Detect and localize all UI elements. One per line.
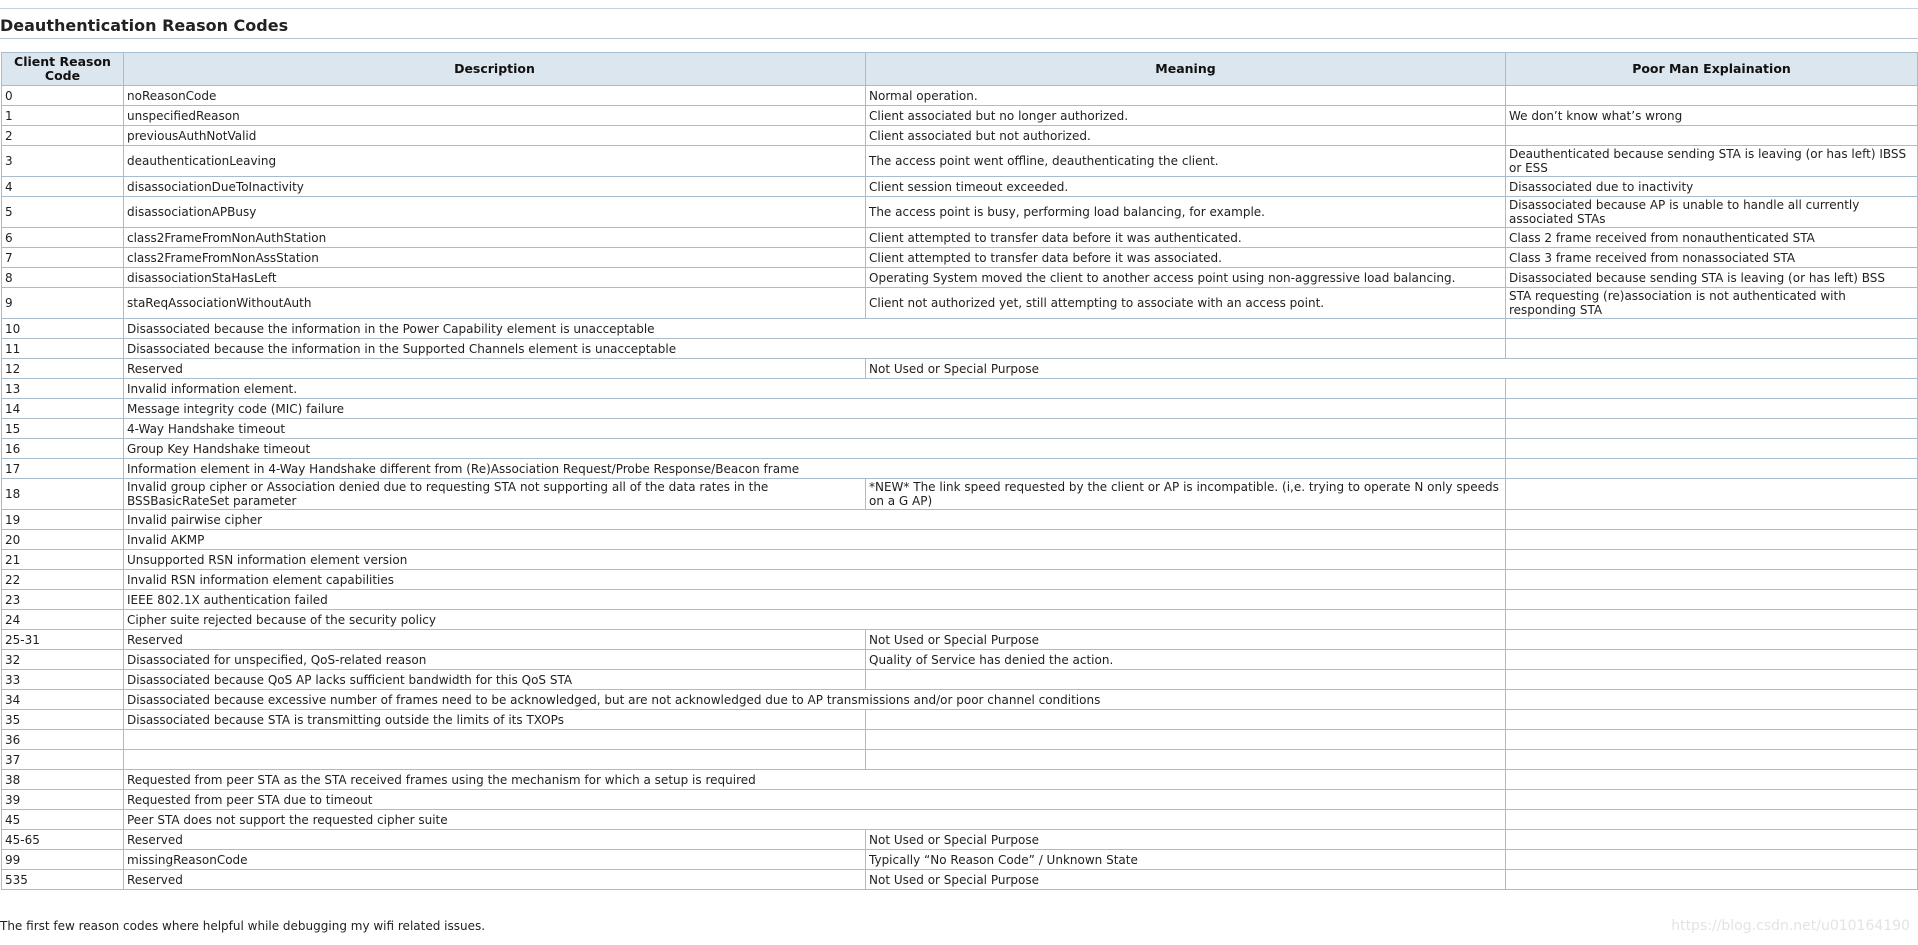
header-meaning: Meaning	[866, 53, 1506, 86]
poor-man-cell	[1506, 479, 1918, 510]
table-row	[2, 359, 1918, 379]
code-cell: 10	[2, 319, 124, 339]
code-cell: 14	[2, 399, 124, 419]
meaning-cell: Not Used or Special Purpose	[866, 359, 1918, 379]
code-cell: 12	[2, 359, 124, 379]
description-cell	[124, 730, 866, 750]
code-cell: 15	[2, 419, 124, 439]
table-row	[2, 590, 1918, 610]
code-cell: 22	[2, 570, 124, 590]
code-cell: 3	[2, 146, 124, 177]
description-cell: disassociationStaHasLeft	[124, 268, 866, 288]
poor-man-cell	[1506, 86, 1918, 106]
meaning-cell	[866, 750, 1506, 770]
footer-note: The first few reason codes where helpful while debugging my wifi related issues.	[0, 919, 486, 933]
table-row	[2, 570, 1918, 590]
description-cell: disassociationAPBusy	[124, 197, 866, 228]
description-cell: Message integrity code (MIC) failure	[124, 399, 1506, 419]
table-row	[2, 630, 1918, 650]
description-cell: Group Key Handshake timeout	[124, 439, 1506, 459]
code-cell: 6	[2, 228, 124, 248]
table-row	[2, 770, 1918, 790]
description-cell: Reserved	[124, 830, 866, 850]
meaning-cell: Not Used or Special Purpose	[866, 870, 1506, 890]
table-row	[2, 810, 1918, 830]
meaning-cell: Not Used or Special Purpose	[866, 630, 1506, 650]
poor-man-cell	[1506, 750, 1918, 770]
reason-codes-table	[1, 52, 1918, 890]
description-cell: Reserved	[124, 359, 866, 379]
table-row	[2, 510, 1918, 530]
code-cell: 17	[2, 459, 124, 479]
poor-man-cell	[1506, 439, 1918, 459]
description-cell	[124, 750, 866, 770]
poor-man-cell	[1506, 730, 1918, 750]
top-rule	[0, 8, 1918, 9]
table-row	[2, 228, 1918, 248]
meaning-cell: Client associated but not authorized.	[866, 126, 1506, 146]
poor-man-cell	[1506, 419, 1918, 439]
table-row	[2, 670, 1918, 690]
code-cell: 32	[2, 650, 124, 670]
description-cell: Cipher suite rejected because of the security policy	[124, 610, 1506, 630]
code-cell: 39	[2, 790, 124, 810]
table-row	[2, 710, 1918, 730]
poor-man-cell	[1506, 770, 1918, 790]
table-row	[2, 830, 1918, 850]
poor-man-cell	[1506, 319, 1918, 339]
meaning-cell: The access point went offline, deauthenticating the client.	[866, 146, 1506, 177]
table-body	[2, 86, 1918, 890]
description-cell: Information element in 4-Way Handshake different from (Re)Association Request/Probe Response/Beacon frame	[124, 459, 1506, 479]
code-cell: 99	[2, 850, 124, 870]
table-row	[2, 177, 1918, 197]
description-cell: Reserved	[124, 630, 866, 650]
code-cell: 9	[2, 288, 124, 319]
poor-man-cell: STA requesting (re)association is not authenticated with responding STA	[1506, 288, 1918, 319]
description-cell: Disassociated because the information in the Supported Channels element is unacceptable	[124, 339, 1506, 359]
table-row	[2, 86, 1918, 106]
reason-codes-table-container	[1, 52, 1917, 890]
title-rule	[0, 38, 1918, 39]
meaning-cell	[866, 670, 1506, 690]
poor-man-cell: Disassociated because sending STA is leaving (or has left) BSS	[1506, 268, 1918, 288]
meaning-cell: Quality of Service has denied the action.	[866, 650, 1506, 670]
code-cell: 34	[2, 690, 124, 710]
description-cell: disassociationDueToInactivity	[124, 177, 866, 197]
code-cell: 35	[2, 710, 124, 730]
poor-man-cell	[1506, 530, 1918, 550]
table-row	[2, 146, 1918, 177]
poor-man-cell	[1506, 830, 1918, 850]
description-cell: Invalid RSN information element capabilities	[124, 570, 1506, 590]
poor-man-cell	[1506, 126, 1918, 146]
poor-man-cell	[1506, 670, 1918, 690]
code-cell: 23	[2, 590, 124, 610]
table-row	[2, 288, 1918, 319]
poor-man-cell	[1506, 339, 1918, 359]
code-cell: 19	[2, 510, 124, 530]
code-cell: 33	[2, 670, 124, 690]
poor-man-cell	[1506, 630, 1918, 650]
poor-man-cell	[1506, 399, 1918, 419]
code-cell: 21	[2, 550, 124, 570]
description-cell: Disassociated because excessive number of frames need to be acknowledged, but are not acknowledged due to AP transmissions and/or poor channel conditions	[124, 690, 1506, 710]
description-cell: Reserved	[124, 870, 866, 890]
description-cell: class2FrameFromNonAuthStation	[124, 228, 866, 248]
table-row	[2, 750, 1918, 770]
table-row	[2, 550, 1918, 570]
table-row	[2, 106, 1918, 126]
table-row	[2, 126, 1918, 146]
meaning-cell: *NEW* The link speed requested by the client or AP is incompatible. (i,e. trying to operate N only speeds on a G AP)	[866, 479, 1506, 510]
poor-man-cell: Class 2 frame received from nonauthenticated STA	[1506, 228, 1918, 248]
poor-man-cell: We don’t know what’s wrong	[1506, 106, 1918, 126]
poor-man-cell	[1506, 850, 1918, 870]
table-row	[2, 690, 1918, 710]
description-cell: Requested from peer STA as the STA received frames using the mechanism for which a setup is required	[124, 770, 1506, 790]
table-row	[2, 197, 1918, 228]
poor-man-cell	[1506, 459, 1918, 479]
table-row	[2, 850, 1918, 870]
page-title: Deauthentication Reason Codes	[0, 16, 289, 35]
poor-man-cell	[1506, 690, 1918, 710]
code-cell: 24	[2, 610, 124, 630]
code-cell: 2	[2, 126, 124, 146]
table-header	[2, 53, 1918, 86]
table-row	[2, 439, 1918, 459]
meaning-cell	[866, 710, 1506, 730]
code-cell: 37	[2, 750, 124, 770]
poor-man-cell: Disassociated because AP is unable to handle all currently associated STAs	[1506, 197, 1918, 228]
poor-man-cell	[1506, 590, 1918, 610]
poor-man-cell	[1506, 710, 1918, 730]
poor-man-cell: Class 3 frame received from nonassociated STA	[1506, 248, 1918, 268]
table-row	[2, 610, 1918, 630]
meaning-cell: Not Used or Special Purpose	[866, 830, 1506, 850]
meaning-cell: Client not authorized yet, still attempting to associate with an access point.	[866, 288, 1506, 319]
code-cell: 38	[2, 770, 124, 790]
code-cell: 7	[2, 248, 124, 268]
description-cell: unspecifiedReason	[124, 106, 866, 126]
code-cell: 45	[2, 810, 124, 830]
meaning-cell: Client attempted to transfer data before it was authenticated.	[866, 228, 1506, 248]
table-row	[2, 459, 1918, 479]
meaning-cell: The access point is busy, performing load balancing, for example.	[866, 197, 1506, 228]
description-cell: Invalid group cipher or Association denied due to requesting STA not supporting all of the data rates in the BSSBasicRateSet parameter	[124, 479, 866, 510]
description-cell: IEEE 802.1X authentication failed	[124, 590, 1506, 610]
table-row	[2, 268, 1918, 288]
poor-man-cell	[1506, 510, 1918, 530]
description-cell: staReqAssociationWithoutAuth	[124, 288, 866, 319]
header-client-reason-code: Client Reason Code	[2, 53, 124, 86]
description-cell: Invalid pairwise cipher	[124, 510, 1506, 530]
description-cell: missingReasonCode	[124, 850, 866, 870]
table-row	[2, 419, 1918, 439]
code-cell: 1	[2, 106, 124, 126]
header-poor-man-explaination: Poor Man Explaination	[1506, 53, 1918, 86]
poor-man-cell: Disassociated due to inactivity	[1506, 177, 1918, 197]
description-cell: Invalid information element.	[124, 379, 1506, 399]
table-row	[2, 790, 1918, 810]
code-cell: 20	[2, 530, 124, 550]
poor-man-cell	[1506, 379, 1918, 399]
description-cell: previousAuthNotValid	[124, 126, 866, 146]
code-cell: 13	[2, 379, 124, 399]
code-cell: 25-31	[2, 630, 124, 650]
code-cell: 8	[2, 268, 124, 288]
table-row	[2, 339, 1918, 359]
description-cell: Disassociated because STA is transmitting outside the limits of its TXOPs	[124, 710, 866, 730]
meaning-cell: Client associated but no longer authorized.	[866, 106, 1506, 126]
poor-man-cell: Deauthenticated because sending STA is leaving (or has left) IBSS or ESS	[1506, 146, 1918, 177]
meaning-cell: Typically “No Reason Code” / Unknown State	[866, 850, 1506, 870]
description-cell: class2FrameFromNonAssStation	[124, 248, 866, 268]
code-cell: 4	[2, 177, 124, 197]
code-cell: 5	[2, 197, 124, 228]
code-cell: 16	[2, 439, 124, 459]
poor-man-cell	[1506, 650, 1918, 670]
header-row	[2, 53, 1918, 86]
watermark: https://blog.csdn.net/u010164190	[1671, 918, 1910, 934]
description-cell: 4-Way Handshake timeout	[124, 419, 1506, 439]
code-cell: 535	[2, 870, 124, 890]
table-row	[2, 379, 1918, 399]
description-cell: Peer STA does not support the requested cipher suite	[124, 810, 1506, 830]
poor-man-cell	[1506, 790, 1918, 810]
table-row	[2, 399, 1918, 419]
poor-man-cell	[1506, 610, 1918, 630]
table-row	[2, 319, 1918, 339]
poor-man-cell	[1506, 550, 1918, 570]
description-cell: Disassociated because the information in the Power Capability element is unacceptable	[124, 319, 1506, 339]
meaning-cell: Operating System moved the client to another access point using non-aggressive load balancing.	[866, 268, 1506, 288]
code-cell: 45-65	[2, 830, 124, 850]
description-cell: Disassociated because QoS AP lacks sufficient bandwidth for this QoS STA	[124, 670, 866, 690]
table-row	[2, 650, 1918, 670]
meaning-cell: Client session timeout exceeded.	[866, 177, 1506, 197]
code-cell: 36	[2, 730, 124, 750]
table-row	[2, 479, 1918, 510]
poor-man-cell	[1506, 810, 1918, 830]
header-description: Description	[124, 53, 866, 86]
table-row	[2, 530, 1918, 550]
meaning-cell: Client attempted to transfer data before it was associated.	[866, 248, 1506, 268]
table-row	[2, 730, 1918, 750]
code-cell: 18	[2, 479, 124, 510]
meaning-cell: Normal operation.	[866, 86, 1506, 106]
description-cell: Invalid AKMP	[124, 530, 1506, 550]
table-row	[2, 248, 1918, 268]
meaning-cell	[866, 730, 1506, 750]
description-cell: deauthenticationLeaving	[124, 146, 866, 177]
poor-man-cell	[1506, 870, 1918, 890]
description-cell: Requested from peer STA due to timeout	[124, 790, 1506, 810]
poor-man-cell	[1506, 570, 1918, 590]
description-cell: noReasonCode	[124, 86, 866, 106]
code-cell: 11	[2, 339, 124, 359]
description-cell: Disassociated for unspecified, QoS-related reason	[124, 650, 866, 670]
description-cell: Unsupported RSN information element version	[124, 550, 1506, 570]
code-cell: 0	[2, 86, 124, 106]
table-row	[2, 870, 1918, 890]
